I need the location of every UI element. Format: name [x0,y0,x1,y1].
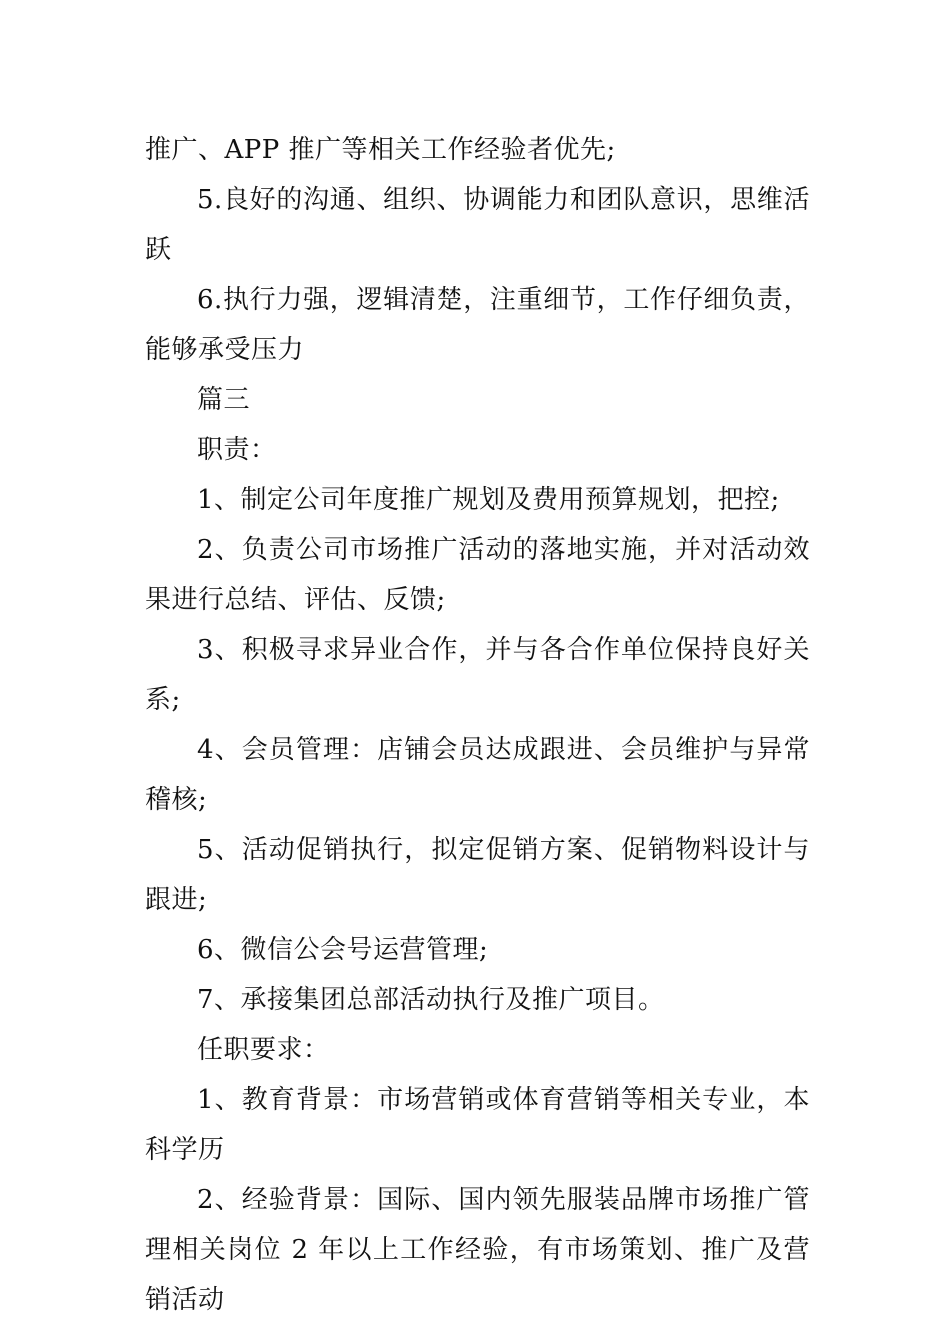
duty-item-7: 7、承接集团总部活动执行及推广项目。 [197,985,665,1015]
duty-item-6: 6、微信公会号运营管理; [197,935,489,965]
duty-item-5: 5、活动促销执行，拟定促销方案、促销物料设计与跟进; [145,835,810,915]
duty-item-4: 4、会员管理：店铺会员达成跟进、会员维护与异常稽核; [145,735,810,815]
document-body [145,125,810,1325]
requirement-item-1: 1、教育背景：市场营销或体育营销等相关专业，本科学历 [145,1085,810,1165]
paragraph-continuation: 推广、APP 推广等相关工作经验者优先; [145,135,616,165]
duty-item-3: 3、积极寻求异业合作，并与各合作单位保持良好关系; [145,635,810,715]
section-heading: 篇三 [197,385,251,415]
requirement-item-2: 2、经验背景：国际、国内领先服装品牌市场推广管理相关岗位 2 年以上工作经验，有市场策划、推广及营销活动 [145,1185,810,1315]
paragraph-req-6: 6.执行力强，逻辑清楚，注重细节，工作仔细负责，能够承受压力 [145,285,810,365]
duties-heading: 职责： [197,435,277,465]
duty-item-2: 2、负责公司市场推广活动的落地实施，并对活动效果进行总结、评估、反馈; [145,535,810,615]
requirements-heading: 任职要求： [197,1035,330,1065]
duty-item-1: 1、制定公司年度推广规划及费用预算规划，把控; [197,485,780,515]
paragraph-req-5: 5.良好的沟通、组织、协调能力和团队意识，思维活跃 [145,185,810,265]
